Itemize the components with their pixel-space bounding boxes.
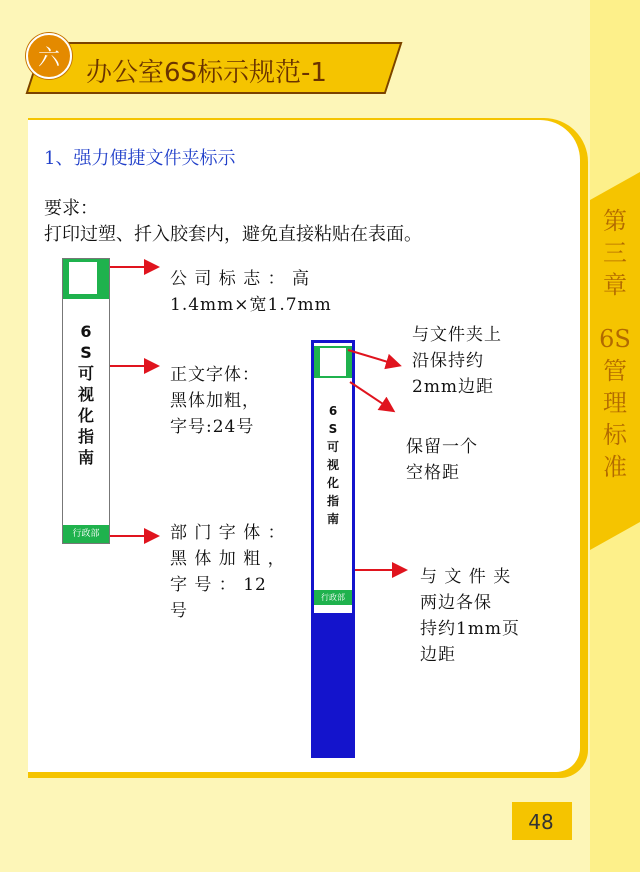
spine-title-char: 视: [326, 458, 339, 472]
chapter-char: 准: [603, 453, 627, 481]
note-line: 持约1mm页: [420, 619, 521, 639]
note-line: 部 门 字 体 ：: [170, 523, 286, 543]
spine-title-char: 6: [80, 322, 92, 341]
note-line: 空格距: [406, 463, 460, 483]
requirement-label: 要求：: [44, 198, 98, 219]
spine-title-char: 化: [326, 476, 339, 490]
section-number-badge: 六: [26, 33, 72, 79]
note-line: 号: [170, 601, 188, 621]
page-number: 48: [528, 810, 554, 834]
spine-title-char: 指: [77, 427, 94, 446]
requirement-text: 打印过塑、扦入胶套内，避免直接粘贴在表面。: [44, 224, 422, 245]
chapter-char: 标: [603, 421, 627, 449]
arrow-space: [350, 382, 392, 410]
note-line: 沿保持约: [412, 351, 484, 371]
note-line: 1.4mm×宽1.7mm: [170, 295, 332, 315]
chapter-char: 管: [603, 357, 627, 385]
note-line: 公 司 标 志 ： 高: [170, 269, 311, 289]
note-line: 字号:24号: [170, 417, 255, 437]
note-line: 2mm边距: [412, 377, 495, 397]
page-title: 办公室6S标示规范-1: [86, 58, 327, 88]
chapter-char: 第: [603, 207, 627, 235]
note-line: 黑体加粗，: [170, 391, 260, 411]
spine-title-char: 南: [77, 448, 94, 467]
spine-title-char: 南: [326, 512, 339, 526]
note-line: 两边各保: [420, 593, 492, 613]
department-label: 行政部: [314, 590, 352, 605]
spine-title-char: 可: [77, 364, 94, 383]
chapter-char: 理: [603, 389, 627, 417]
chapter-char: 章: [603, 271, 627, 299]
spine-title-char: 指: [326, 494, 339, 508]
spine-title-char: 化: [77, 406, 94, 425]
chapter-char: 三: [603, 239, 627, 267]
spine-title-char: 6: [328, 404, 338, 418]
spine-title-char: 可: [326, 440, 339, 454]
section-heading: 1、强力便捷文件夹标示: [44, 148, 236, 169]
note-line: 正文字体：: [170, 365, 260, 385]
chapter-char: 6S: [599, 325, 631, 353]
note-line: 字 号 ： 12: [170, 575, 267, 595]
spine-title-char: S: [328, 422, 338, 436]
note-line: 与文件夹上: [412, 325, 502, 345]
note-line: 与 文 件 夹: [420, 567, 512, 587]
department-label: 行政部: [63, 525, 109, 543]
note-line: 保留一个: [406, 437, 478, 457]
arrow-top-margin: [348, 350, 398, 365]
spine-title-char: S: [80, 343, 92, 362]
spine-title-char: 视: [77, 385, 94, 404]
note-line: 边距: [420, 645, 456, 665]
note-line: 黑 体 加 粗 ，: [170, 549, 286, 569]
